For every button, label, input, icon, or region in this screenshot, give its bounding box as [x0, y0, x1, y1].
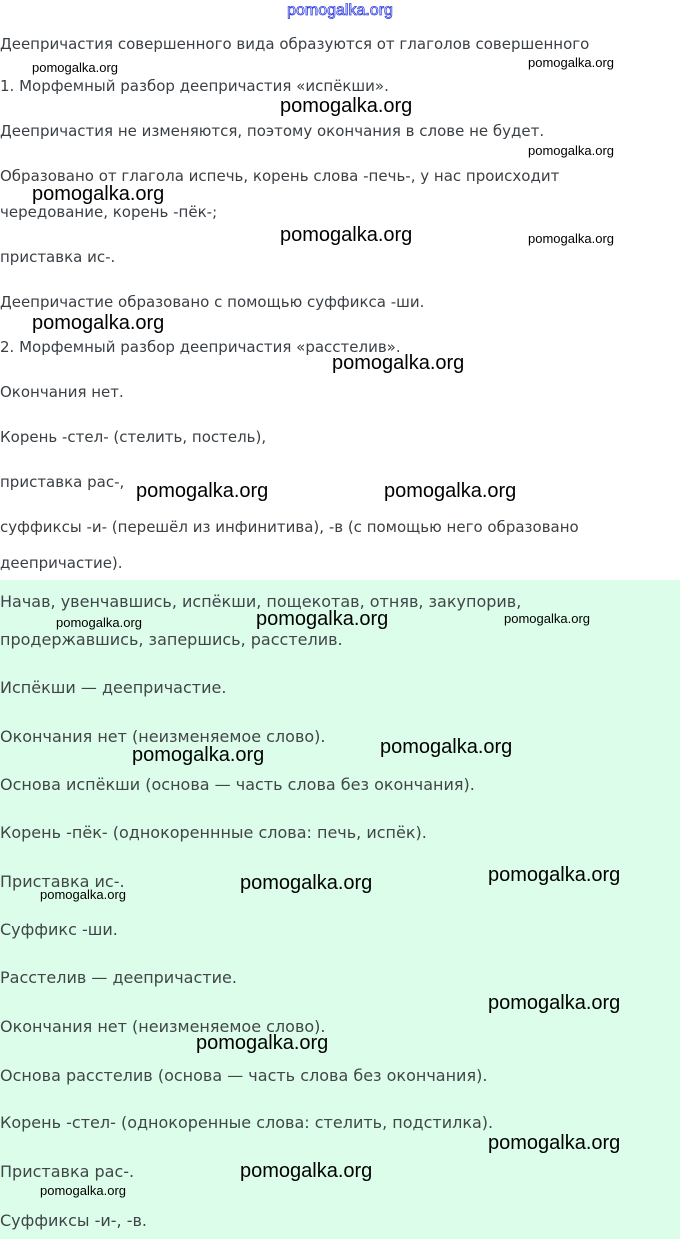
- watermark: pomogalka.org: [380, 736, 513, 758]
- explanation-line: Деепричастия совершенного вида образуются от глаголов совершенного: [0, 35, 590, 53]
- watermark: pomogalka.org: [528, 55, 614, 70]
- watermark: pomogalka.org: [132, 744, 265, 766]
- explanation-line: Образовано от глагола испечь, корень слова -печь-, у нас происходит: [0, 167, 560, 185]
- answer-line: Суффикс -ши.: [0, 920, 118, 939]
- explanation-line: Деепричастие образовано с помощью суффикса -ши.: [0, 293, 425, 311]
- explanation-line: суффиксы -и- (перешёл из инфинитива), -в (с помощью него образовано: [0, 518, 579, 536]
- watermark: pomogalka.org: [528, 231, 614, 246]
- explanation-line: деепричастие).: [0, 554, 123, 572]
- answer-line: Приставка рас-.: [0, 1162, 135, 1181]
- watermark: pomogalka.org: [384, 480, 517, 502]
- explanation-line: Окончания нет.: [0, 383, 124, 401]
- answer-line: Основа расстелив (основа — часть слова без окончания).: [0, 1066, 488, 1085]
- watermark: pomogalka.org: [256, 608, 389, 630]
- watermark: pomogalka.org: [332, 352, 465, 374]
- explanation-line: приставка ис-.: [0, 248, 116, 266]
- explanation-line: 2. Морфемный разбор деепричастия «расстелив».: [0, 338, 401, 356]
- watermark: pomogalka.org: [504, 611, 590, 626]
- watermark: pomogalka.org: [136, 480, 269, 502]
- answer-line: Основа испёкши (основа — часть слова без окончания).: [0, 775, 475, 794]
- explanation-line: чередование, корень -пёк-;: [0, 203, 218, 221]
- explanation-line: приставка рас-,: [0, 473, 125, 491]
- watermark: pomogalka.org: [240, 872, 373, 894]
- watermark: pomogalka.org: [488, 864, 621, 886]
- answer-line: продержавшись, запершись, расстелив.: [0, 630, 343, 649]
- answer-line: Окончания нет (неизменяемое слово).: [0, 1017, 326, 1036]
- watermark: pomogalka.org: [280, 224, 413, 246]
- explanation-line: Корень -стел- (стелить, постель),: [0, 428, 267, 446]
- answer-line: Начав, увенчавшись, испёкши, пощекотав, отняв, закупорив,: [0, 592, 522, 611]
- watermark: pomogalka.org: [32, 183, 165, 205]
- watermark: pomogalka.org: [56, 615, 142, 630]
- watermark: pomogalka.org: [32, 312, 165, 334]
- explanation-line: 1. Морфемный разбор деепричастия «испёкши».: [0, 77, 389, 95]
- explanation-line: Деепричастия не изменяются, поэтому окончания в слове не будет.: [0, 122, 545, 140]
- watermark: pomogalka.org: [488, 1132, 621, 1154]
- watermark: pomogalka.org: [488, 992, 621, 1014]
- watermark: pomogalka.org: [528, 143, 614, 158]
- watermark: pomogalka.org: [240, 1160, 373, 1182]
- watermark: pomogalka.org: [280, 95, 413, 117]
- watermark: pomogalka.org: [196, 1032, 329, 1054]
- watermark: pomogalka.org: [32, 60, 118, 75]
- answer-line: Расстелив — деепричастие.: [0, 968, 237, 987]
- answer-line: Приставка ис-.: [0, 872, 125, 891]
- site-logo: pomogalka.org: [287, 2, 393, 19]
- watermark: pomogalka.org: [40, 1183, 126, 1198]
- answer-line: Корень -стел- (однокоренные слова: стелить, подстилка).: [0, 1113, 494, 1132]
- answer-line: Суффиксы -и-, -в.: [0, 1211, 147, 1230]
- answer-line: Окончания нет (неизменяемое слово).: [0, 727, 326, 746]
- answer-line: Испёкши — деепричастие.: [0, 678, 227, 697]
- watermark: pomogalka.org: [40, 887, 126, 902]
- answer-line: Корень -пёк- (однокореннные слова: печь, испёк).: [0, 823, 427, 842]
